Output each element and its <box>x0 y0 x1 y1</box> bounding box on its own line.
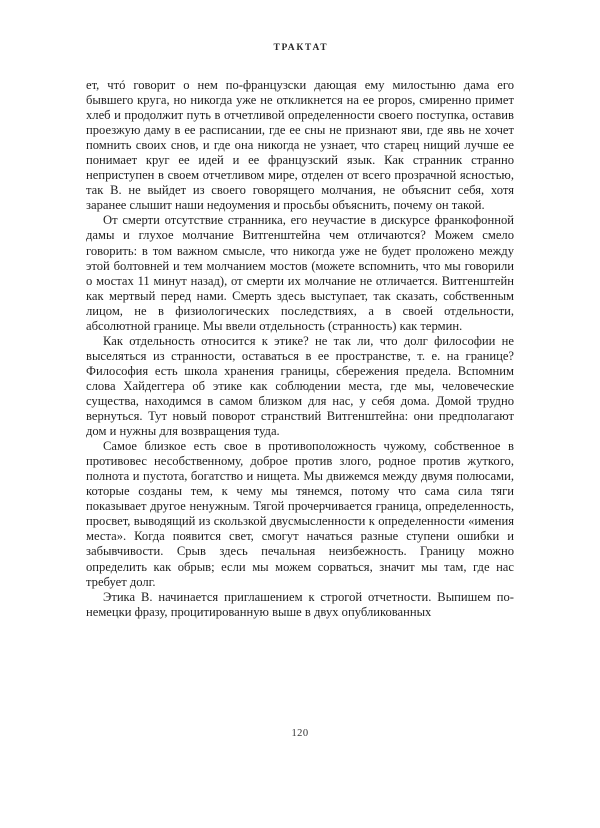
body-text-block <box>86 78 514 620</box>
paragraph: Этика В. начинается приглашением к строгой отчетности. Выпишем по-немецки фразу, процитированную выше в двух опубликованных <box>86 589 514 619</box>
running-head: ТРАКТАТ <box>273 43 329 53</box>
paragraph: ет, чтó говорит о нем по-французски дающая ему милостыню дама его бывшего круга, но никогда уже не откликнется на ее propos, смиренно примет хлеб и продолжит путь в отчетливой определенности своего поступка, оставив проезжую даму в ее расписании, где ее сны не признают яви, где явь не хочет помнить своих снов, и где она никогда не узнает, что старец нищий лучше ее понимает круг ее идей и ее французский язык. Как странник странно неприступен в своем отчетливом мире, отделен от всего прозрачной ясностью, так В. не выйдет из своего говорящего молчания, не объяснит себя, хотя заранее слышит наши недоумения и просьбы объяснить, почему он такой. <box>86 78 514 213</box>
page-number: 120 <box>291 728 309 739</box>
paragraph: Как отдельность относится к этике? не так ли, что долг философии не выселяться из странности, оставаться в ее пространстве, т. е. на границе? Философия есть школа хранения границы, сбережения предела. Вспомним слова Хайдеггера об этике как соблюдении места, где мы, человеческие существа, находимся в самом близком для нас, у себя дома. Домой трудно вернуться. Тут новый поворот странствий Витгенштейна: они предполагают дом и нужны для возвращения туда. <box>86 333 514 439</box>
paragraph: От смерти отсутствие странника, его неучастие в дискурсе франкофонной дамы и глухое молчание Витгенштейна чем отличаются? Можем смело говорить: в том важном смысле, что никогда уже не будет проложено между этой болтовней и тем молчанием мостов (можете вспомнить, что мы говорили о мостах 11 минут назад), от смерти их молчание не отличается. Витгенштейн как мертвый перед нами. Смерть здесь выступает, так сказать, собственным лицом, не в физиологических последствиях, а в своей отдельности, абсолютной границе. Мы ввели отдельность (странность) как термин. <box>86 213 514 333</box>
paragraph: Самое близкое есть свое в противоположность чужому, собственное в противовес несобственному, доброе против злого, родное против жуткого, полнота и пустота, богатство и нищета. Мы движемся между двумя полюсами, которые созданы тем, к чему мы тянемся, потому что сама сила тяги показывает другое ненужным. Тягой прочерчивается граница, определенность, просвет, выводящий из скользкой двусмысленности к определенности «имения места». Когда появится свет, смогут начаться разные ступени ошибки и забывчивости. Срыв здесь печальная неизбежность. Границу можно определить как обрыв; если мы можем сорваться, значит мы там, где нас требует долг. <box>86 439 514 589</box>
